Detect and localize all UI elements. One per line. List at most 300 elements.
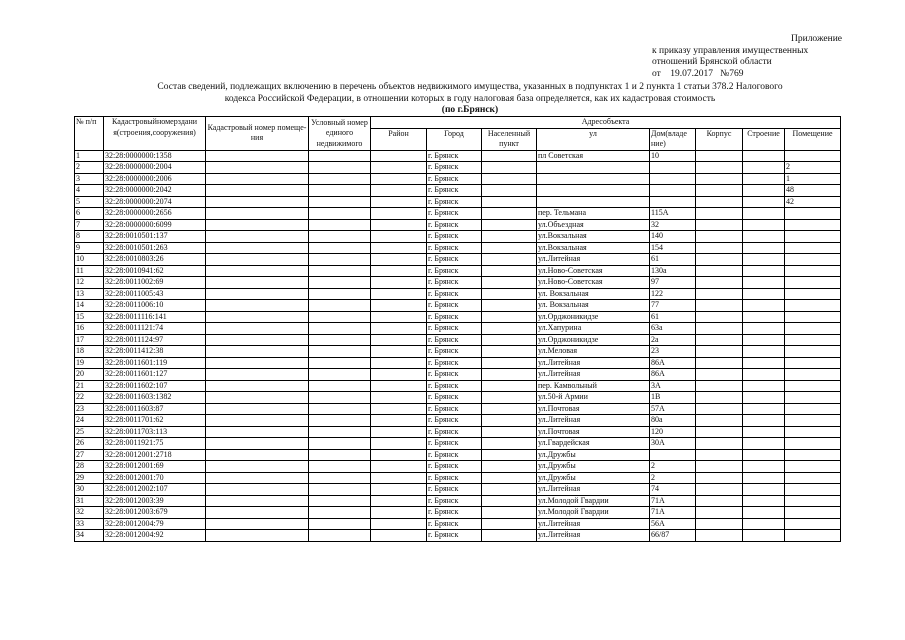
cadastral-number-building: 32:28:0010941:62	[104, 265, 206, 277]
building-cell	[743, 300, 785, 312]
premise-cell	[785, 311, 841, 323]
house-cell	[650, 196, 696, 208]
row-number: 21	[75, 380, 104, 392]
cadastral-number-premise	[206, 288, 309, 300]
table-row	[75, 346, 841, 358]
house-cell: 122	[650, 288, 696, 300]
premise-cell	[785, 426, 841, 438]
conditional-number	[309, 150, 371, 162]
premise-cell	[785, 357, 841, 369]
appendix-order-line: к приказу управления имущественных	[652, 45, 809, 56]
city-cell: г. Брянск	[427, 242, 482, 254]
premise-cell	[785, 403, 841, 415]
table-row	[75, 242, 841, 254]
table-row	[75, 219, 841, 231]
korpus-cell	[696, 530, 743, 542]
settlement-cell	[482, 242, 537, 254]
house-cell: 154	[650, 242, 696, 254]
row-number: 5	[75, 196, 104, 208]
settlement-cell	[482, 369, 537, 381]
row-number: 27	[75, 449, 104, 461]
conditional-number	[309, 162, 371, 174]
house-cell: 63а	[650, 323, 696, 335]
district-cell	[371, 254, 427, 266]
premise-cell	[785, 150, 841, 162]
conditional-number	[309, 472, 371, 484]
table-row	[75, 185, 841, 197]
row-number: 29	[75, 472, 104, 484]
premise-cell	[785, 472, 841, 484]
conditional-number	[309, 449, 371, 461]
row-number: 26	[75, 438, 104, 450]
street-cell	[537, 162, 650, 174]
building-cell	[743, 403, 785, 415]
city-cell: г. Брянск	[427, 265, 482, 277]
house-cell: 86А	[650, 369, 696, 381]
cadastral-number-premise	[206, 334, 309, 346]
premise-cell	[785, 288, 841, 300]
building-cell	[743, 150, 785, 162]
cadastral-number-building: 32:28:0012002:107	[104, 484, 206, 496]
col-header-district: Район	[371, 128, 427, 150]
row-number: 32	[75, 507, 104, 519]
settlement-cell	[482, 472, 537, 484]
premise-cell	[785, 380, 841, 392]
table-row	[75, 208, 841, 220]
city-cell: г. Брянск	[427, 403, 482, 415]
cadastral-number-building: 32:28:0011601:119	[104, 357, 206, 369]
house-cell: 2	[650, 472, 696, 484]
street-cell: ул.Молодой Гвардии	[537, 507, 650, 519]
city-cell: г. Брянск	[427, 507, 482, 519]
korpus-cell	[696, 265, 743, 277]
building-cell	[743, 208, 785, 220]
premise-cell	[785, 415, 841, 427]
city-cell: г. Брянск	[427, 530, 482, 542]
city-cell: г. Брянск	[427, 484, 482, 496]
conditional-number	[309, 357, 371, 369]
street-cell: ул. Вокзальная	[537, 288, 650, 300]
conditional-number	[309, 461, 371, 473]
settlement-cell	[482, 403, 537, 415]
settlement-cell	[482, 311, 537, 323]
cadastral-number-building: 32:28:0012001:69	[104, 461, 206, 473]
house-cell: 2	[650, 461, 696, 473]
row-number: 23	[75, 403, 104, 415]
cadastral-number-building: 32:28:0010501:263	[104, 242, 206, 254]
cadastral-number-premise	[206, 507, 309, 519]
conditional-number	[309, 518, 371, 530]
building-cell	[743, 162, 785, 174]
cadastral-number-building: 32:28:0011124:97	[104, 334, 206, 346]
district-cell	[371, 426, 427, 438]
house-cell: 1В	[650, 392, 696, 404]
building-cell	[743, 484, 785, 496]
row-number: 16	[75, 323, 104, 335]
cadastral-number-building: 32:28:0011005:43	[104, 288, 206, 300]
building-cell	[743, 242, 785, 254]
korpus-cell	[696, 208, 743, 220]
house-cell: 30А	[650, 438, 696, 450]
house-cell: 115А	[650, 208, 696, 220]
district-cell	[371, 357, 427, 369]
row-number: 13	[75, 288, 104, 300]
district-cell	[371, 196, 427, 208]
cadastral-number-building: 32:28:0011121:74	[104, 323, 206, 335]
table-row	[75, 392, 841, 404]
premise-cell	[785, 231, 841, 243]
appendix-authority-line: отношений Брянской области	[652, 57, 772, 67]
house-cell: 3А	[650, 380, 696, 392]
settlement-cell	[482, 277, 537, 289]
city-cell: г. Брянск	[427, 346, 482, 358]
settlement-cell	[482, 530, 537, 542]
street-cell: ул.Ново-Советская	[537, 265, 650, 277]
premise-cell: 2	[785, 162, 841, 174]
house-cell: 66/87	[650, 530, 696, 542]
district-cell	[371, 403, 427, 415]
premise-cell	[785, 219, 841, 231]
district-cell	[371, 472, 427, 484]
building-cell	[743, 449, 785, 461]
settlement-cell	[482, 162, 537, 174]
street-cell: пл Советская	[537, 150, 650, 162]
house-cell: 120	[650, 426, 696, 438]
title-line-2: кодекса Российской Федерации, в отношении которых в году налоговая база определяется, как их кадастровая стоимость	[224, 93, 716, 104]
row-number: 28	[75, 461, 104, 473]
table-row	[75, 288, 841, 300]
house-cell: 10	[650, 150, 696, 162]
street-cell: ул.Орджоникидзе	[537, 311, 650, 323]
city-cell: г. Брянск	[427, 173, 482, 185]
house-cell: 86А	[650, 357, 696, 369]
house-cell: 23	[650, 346, 696, 358]
cadastral-number-building: 32:28:0000000:2004	[104, 162, 206, 174]
row-number: 17	[75, 334, 104, 346]
table-row	[75, 472, 841, 484]
house-cell	[650, 449, 696, 461]
cadastral-number-building: 32:28:0012003:679	[104, 507, 206, 519]
city-cell: г. Брянск	[427, 277, 482, 289]
col-header-city: Город	[427, 128, 482, 150]
table-row	[75, 334, 841, 346]
cadastral-number-premise	[206, 242, 309, 254]
conditional-number	[309, 334, 371, 346]
city-cell: г. Брянск	[427, 185, 482, 197]
house-cell: 61	[650, 254, 696, 266]
street-cell: ул.Литейная	[537, 254, 650, 266]
table-row	[75, 254, 841, 266]
conditional-number	[309, 380, 371, 392]
house-cell: 61	[650, 311, 696, 323]
table-row	[75, 173, 841, 185]
row-number: 18	[75, 346, 104, 358]
district-cell	[371, 173, 427, 185]
table-row	[75, 507, 841, 519]
settlement-cell	[482, 173, 537, 185]
street-cell: ул.Меловая	[537, 346, 650, 358]
table-row	[75, 369, 841, 381]
settlement-cell	[482, 265, 537, 277]
city-cell: г. Брянск	[427, 518, 482, 530]
cadastral-number-premise	[206, 472, 309, 484]
cadastral-number-premise	[206, 461, 309, 473]
city-cell: г. Брянск	[427, 380, 482, 392]
district-cell	[371, 369, 427, 381]
cadastral-number-premise	[206, 254, 309, 266]
cadastral-number-building: 32:28:0011412:38	[104, 346, 206, 358]
premise-cell	[785, 242, 841, 254]
premise-cell	[785, 277, 841, 289]
cadastral-number-building: 32:28:0012004:79	[104, 518, 206, 530]
premise-cell	[785, 518, 841, 530]
row-number: 11	[75, 265, 104, 277]
korpus-cell	[696, 311, 743, 323]
district-cell	[371, 484, 427, 496]
row-number: 2	[75, 162, 104, 174]
row-number: 4	[75, 185, 104, 197]
table-row	[75, 196, 841, 208]
korpus-cell	[696, 507, 743, 519]
premise-cell	[785, 323, 841, 335]
cadastral-number-premise	[206, 369, 309, 381]
cadastral-number-building: 32:28:0011603:1382	[104, 392, 206, 404]
city-cell: г. Брянск	[427, 254, 482, 266]
cadastral-number-building: 32:28:0000000:2656	[104, 208, 206, 220]
building-cell	[743, 334, 785, 346]
premise-cell	[785, 254, 841, 266]
street-cell: ул.Почтовая	[537, 403, 650, 415]
conditional-number	[309, 438, 371, 450]
document-title	[90, 82, 850, 117]
premise-cell	[785, 461, 841, 473]
row-number: 22	[75, 392, 104, 404]
conditional-number	[309, 426, 371, 438]
district-cell	[371, 265, 427, 277]
conditional-number	[309, 323, 371, 335]
building-cell	[743, 415, 785, 427]
city-cell: г. Брянск	[427, 311, 482, 323]
house-cell: 57А	[650, 403, 696, 415]
settlement-cell	[482, 484, 537, 496]
row-number: 12	[75, 277, 104, 289]
settlement-cell	[482, 507, 537, 519]
table-row	[75, 415, 841, 427]
district-cell	[371, 231, 427, 243]
premise-cell: 48	[785, 185, 841, 197]
cadastral-number-building: 32:28:0012004:92	[104, 530, 206, 542]
conditional-number	[309, 288, 371, 300]
settlement-cell	[482, 449, 537, 461]
row-number: 3	[75, 173, 104, 185]
korpus-cell	[696, 484, 743, 496]
district-cell	[371, 208, 427, 220]
korpus-cell	[696, 438, 743, 450]
building-cell	[743, 426, 785, 438]
title-line-1: Состав сведений, подлежащих включению в перечень объектов недвижимого имущества, указанных в подпунктах 1 и 2 пункта 1 статьи 378.2 Налогового	[157, 82, 783, 92]
building-cell	[743, 288, 785, 300]
table-row	[75, 530, 841, 542]
row-number: 19	[75, 357, 104, 369]
city-cell: г. Брянск	[427, 461, 482, 473]
cadastral-number-premise	[206, 173, 309, 185]
cadastral-number-premise	[206, 323, 309, 335]
street-cell: ул.Литейная	[537, 530, 650, 542]
table-row	[75, 357, 841, 369]
table-row	[75, 518, 841, 530]
korpus-cell	[696, 173, 743, 185]
cadastral-number-premise	[206, 415, 309, 427]
premise-cell	[785, 484, 841, 496]
street-cell: ул.Литейная	[537, 518, 650, 530]
street-cell: ул.Дружбы	[537, 472, 650, 484]
row-number: 24	[75, 415, 104, 427]
col-header-street: ул	[537, 128, 650, 150]
table-row	[75, 449, 841, 461]
settlement-cell	[482, 461, 537, 473]
city-cell: г. Брянск	[427, 162, 482, 174]
cadastral-number-premise	[206, 346, 309, 358]
building-cell	[743, 185, 785, 197]
house-cell: 71А	[650, 507, 696, 519]
cadastral-number-premise	[206, 392, 309, 404]
conditional-number	[309, 369, 371, 381]
register-body	[75, 150, 841, 541]
city-cell: г. Брянск	[427, 357, 482, 369]
cadastral-number-premise	[206, 185, 309, 197]
cadastral-number-premise	[206, 311, 309, 323]
settlement-cell	[482, 438, 537, 450]
conditional-number	[309, 277, 371, 289]
conditional-number	[309, 415, 371, 427]
conditional-number	[309, 495, 371, 507]
street-cell: ул.Литейная	[537, 415, 650, 427]
house-cell: 32	[650, 219, 696, 231]
settlement-cell	[482, 185, 537, 197]
city-cell: г. Брянск	[427, 231, 482, 243]
street-cell: ул. Вокзальная	[537, 300, 650, 312]
table-row	[75, 438, 841, 450]
korpus-cell	[696, 150, 743, 162]
conditional-number	[309, 254, 371, 266]
settlement-cell	[482, 208, 537, 220]
city-cell: г. Брянск	[427, 415, 482, 427]
cadastral-number-premise	[206, 277, 309, 289]
city-cell: г. Брянск	[427, 219, 482, 231]
korpus-cell	[696, 242, 743, 254]
building-cell	[743, 472, 785, 484]
cadastral-number-building: 32:28:0012001:2718	[104, 449, 206, 461]
korpus-cell	[696, 495, 743, 507]
street-cell: ул.Литейная	[537, 484, 650, 496]
house-cell: 140	[650, 231, 696, 243]
col-header-conditional: Условный номер единого недвижимого	[309, 117, 371, 151]
conditional-number	[309, 265, 371, 277]
appendix-label: Приложение	[791, 34, 842, 44]
korpus-cell	[696, 380, 743, 392]
street-cell: ул.Литейная	[537, 357, 650, 369]
city-cell: г. Брянск	[427, 369, 482, 381]
building-cell	[743, 219, 785, 231]
district-cell	[371, 242, 427, 254]
district-cell	[371, 150, 427, 162]
row-number: 30	[75, 484, 104, 496]
cadastral-number-building: 32:28:0010803:26	[104, 254, 206, 266]
district-cell	[371, 530, 427, 542]
cadastral-number-building: 32:28:0011601:127	[104, 369, 206, 381]
street-cell: пер. Камвольный	[537, 380, 650, 392]
table-row	[75, 150, 841, 162]
building-cell	[743, 173, 785, 185]
korpus-cell	[696, 334, 743, 346]
cadastral-number-premise	[206, 196, 309, 208]
street-cell	[537, 196, 650, 208]
conditional-number	[309, 196, 371, 208]
premise-cell	[785, 265, 841, 277]
premise-cell	[785, 346, 841, 358]
cadastral-number-premise	[206, 495, 309, 507]
cadastral-number-building: 32:28:0011603:87	[104, 403, 206, 415]
district-cell	[371, 162, 427, 174]
row-number: 33	[75, 518, 104, 530]
settlement-cell	[482, 415, 537, 427]
premise-cell	[785, 449, 841, 461]
district-cell	[371, 277, 427, 289]
settlement-cell	[482, 346, 537, 358]
table-row	[75, 484, 841, 496]
row-number: 1	[75, 150, 104, 162]
korpus-cell	[696, 369, 743, 381]
house-cell: 74	[650, 484, 696, 496]
cadastral-number-premise	[206, 380, 309, 392]
korpus-cell	[696, 185, 743, 197]
building-cell	[743, 495, 785, 507]
table-row	[75, 495, 841, 507]
cadastral-number-premise	[206, 438, 309, 450]
korpus-cell	[696, 426, 743, 438]
premise-cell	[785, 392, 841, 404]
settlement-cell	[482, 357, 537, 369]
table-row	[75, 323, 841, 335]
settlement-cell	[482, 495, 537, 507]
premise-cell	[785, 438, 841, 450]
row-number: 14	[75, 300, 104, 312]
cadastral-number-premise	[206, 449, 309, 461]
cadastral-number-building: 32:28:0011701:62	[104, 415, 206, 427]
row-number: 34	[75, 530, 104, 542]
korpus-cell	[696, 357, 743, 369]
settlement-cell	[482, 426, 537, 438]
table-row	[75, 277, 841, 289]
row-number: 9	[75, 242, 104, 254]
street-cell: ул.Гвардейская	[537, 438, 650, 450]
city-cell: г. Брянск	[427, 334, 482, 346]
cadastral-number-building: 32:28:0012003:39	[104, 495, 206, 507]
korpus-cell	[696, 277, 743, 289]
city-cell: г. Брянск	[427, 208, 482, 220]
house-cell: 2а	[650, 334, 696, 346]
col-header-settlement: Населенный пункт	[482, 128, 537, 150]
house-cell: 56А	[650, 518, 696, 530]
district-cell	[371, 415, 427, 427]
district-cell	[371, 380, 427, 392]
conditional-number	[309, 242, 371, 254]
city-cell: г. Брянск	[427, 392, 482, 404]
house-cell: 97	[650, 277, 696, 289]
settlement-cell	[482, 288, 537, 300]
city-cell: г. Брянск	[427, 472, 482, 484]
row-number: 25	[75, 426, 104, 438]
